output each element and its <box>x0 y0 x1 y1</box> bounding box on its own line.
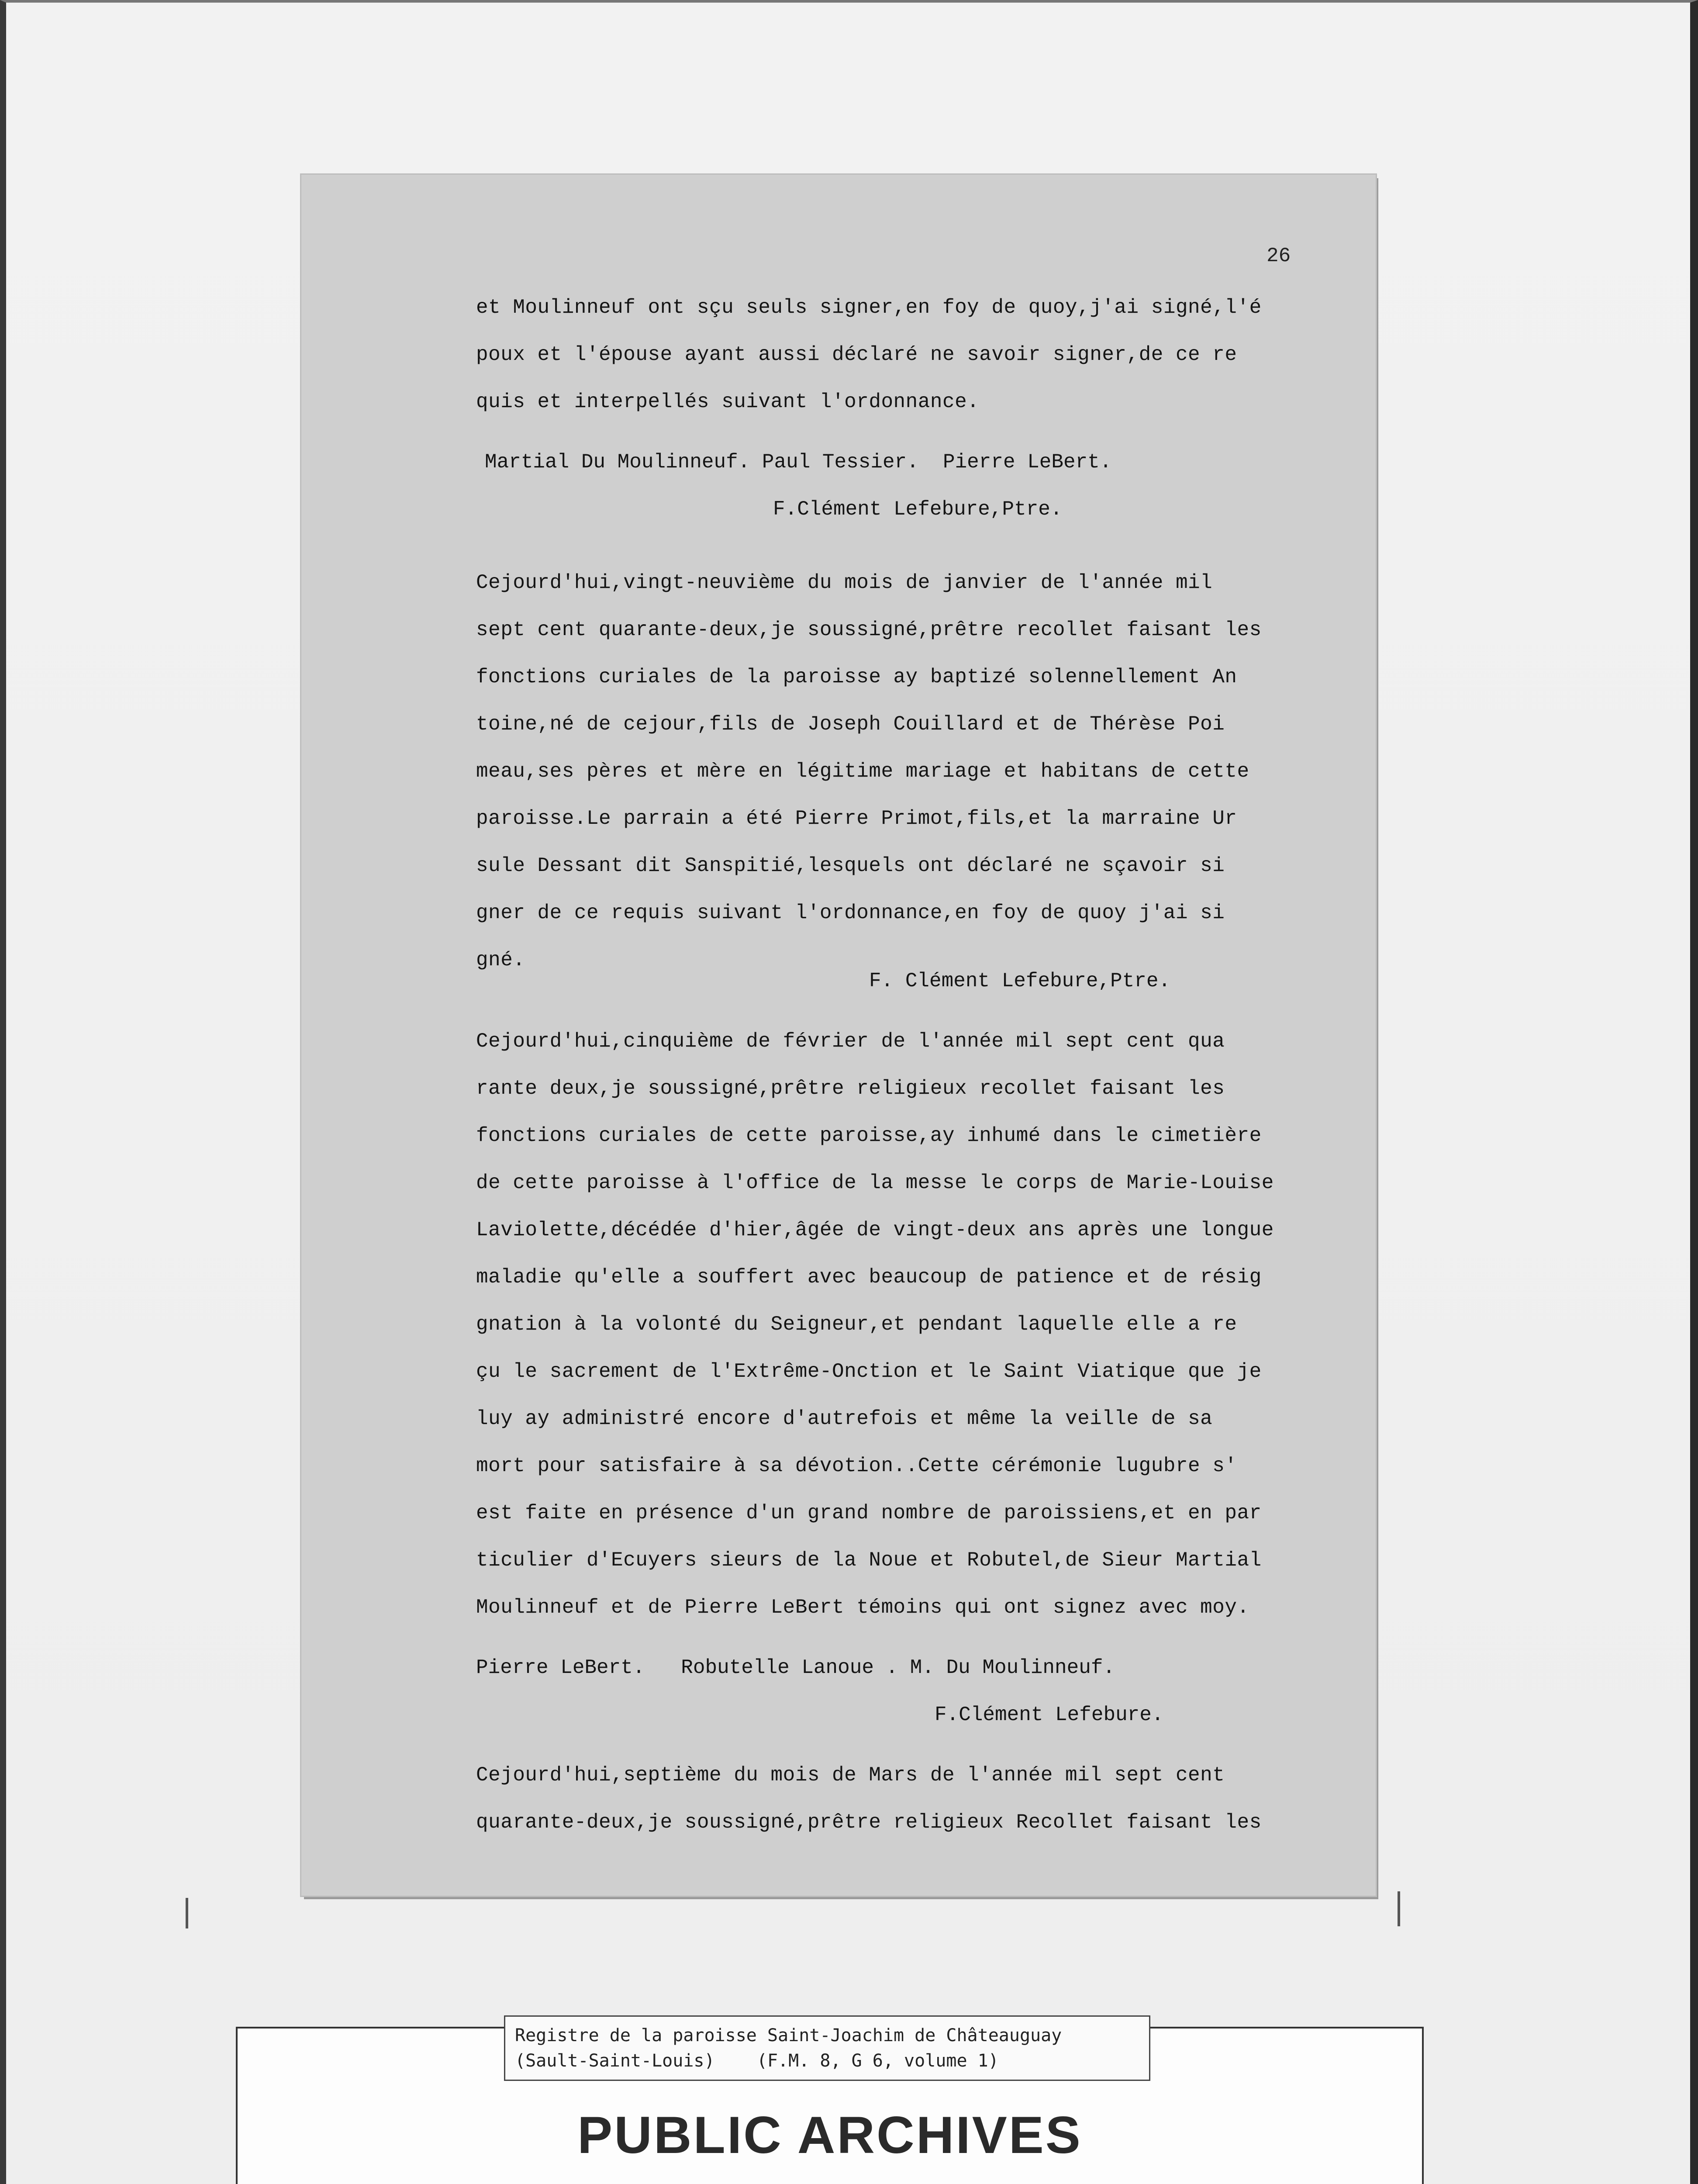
text-line: est faite en présence d'un grand nombre de paroissiens,et en par <box>476 1502 1262 1524</box>
archives-label <box>236 2027 1424 2184</box>
text-line: gner de ce requis suivant l'ordonnance,en foy de quoy j'ai si <box>476 902 1225 924</box>
text-line: Laviolette,décédée d'hier,âgée de vingt-deux ans après une longue <box>476 1219 1274 1241</box>
text-line: maladie qu'elle a souffert avec beaucoup de patience et de résig <box>476 1266 1262 1289</box>
text-line: rante deux,je soussigné,prêtre religieux recollet faisant les <box>476 1077 1225 1100</box>
text-line: fonctions curiales de cette paroisse,ay inhumé dans le cimetière <box>476 1124 1262 1147</box>
text-line: gnation à la volonté du Seigneur,et pendant laquelle elle a re <box>476 1313 1237 1336</box>
page-number: 26 <box>1267 245 1291 267</box>
entry-continuation <box>476 284 1349 425</box>
text-line: toine,né de cejour,fils de Joseph Couillard et de Thérèse Poi <box>476 713 1225 736</box>
signature-block-1 <box>476 439 1349 533</box>
signature-block-3 <box>476 1644 1349 1738</box>
text-line: poux et l'épouse ayant aussi déclaré ne savoir signer,de ce re <box>476 343 1237 366</box>
entry-baptism <box>476 559 1349 984</box>
text-line: et Moulinneuf ont sçu seuls signer,en foy de quoy,j'ai signé,l'é <box>476 296 1262 319</box>
text-line: mort pour satisfaire à sa dévotion..Cette cérémonie lugubre s' <box>476 1455 1237 1477</box>
text-line: de cette paroisse à l'office de la messe le corps de Marie-Louise <box>476 1171 1274 1194</box>
entry-march <box>476 1752 1349 1846</box>
text-line: çu le sacrement de l'Extrême-Onction et le Saint Viatique que je <box>476 1360 1262 1383</box>
text-line: sept cent quarante-deux,je soussigné,prêtre recollet faisant les <box>476 619 1262 641</box>
entry-burial <box>476 1018 1349 1631</box>
text-line: fonctions curiales de la paroisse ay baptizé solennellement An <box>476 666 1237 688</box>
signature-line: F.Clément Lefebure,Ptre. <box>773 498 1063 521</box>
signature-line: Pierre LeBert. Robutelle Lanoue . M. Du Moulinneuf. <box>476 1656 1115 1679</box>
signature-line: Martial Du Moulinneuf. Paul Tessier. Pierre LeBert. <box>485 451 1112 473</box>
text-line: paroisse.Le parrain a été Pierre Primot,fils,et la marraine Ur <box>476 807 1237 830</box>
text-line: luy ay administré encore d'autrefois et même la veille de sa <box>476 1407 1213 1430</box>
signature-line: F.Clément Lefebure. <box>935 1704 1164 1726</box>
signature-block-2 <box>476 957 1349 1005</box>
text-line: Cejourd'hui,vingt-neuvième du mois de janvier de l'année mil <box>476 571 1213 594</box>
text-line: Cejourd'hui,septième du mois de Mars de l'année mil sept cent <box>476 1764 1225 1787</box>
text-line: quarante-deux,je soussigné,prêtre religieux Recollet faisant les <box>476 1811 1262 1834</box>
text-line: sule Dessant dit Sanspitié,lesquels ont déclaré ne sçavoir si <box>476 854 1225 877</box>
register-page <box>301 175 1376 1896</box>
source-reference-tag <box>504 2015 1150 2081</box>
text-line: ticulier d'Ecuyers sieurs de la Noue et Robutel,de Sieur Martial <box>476 1549 1262 1572</box>
text-line: Cejourd'hui,cinquième de février de l'année mil sept cent qua <box>476 1030 1225 1053</box>
source-title: Registre de la paroisse Saint-Joachim de Châteauguay <box>515 2025 1062 2046</box>
text-line: Moulinneuf et de Pierre LeBert témoins qui ont signez avec moy. <box>476 1596 1249 1619</box>
signature-line: F. Clément Lefebure,Ptre. <box>869 970 1171 992</box>
register-text <box>476 284 1349 1846</box>
source-reference: (Sault-Saint-Louis) (F.M. 8, G 6, volume 1) <box>515 2051 999 2071</box>
film-mark-bottom-right <box>1398 1891 1400 1926</box>
film-mark-bottom-left <box>186 1898 188 1928</box>
text-line: gné. <box>476 949 525 971</box>
archives-title-en: PUBLIC ARCHIVES <box>577 2106 1082 2164</box>
text-line: meau,ses pères et mère en légitime mariage et habitans de cette <box>476 760 1249 783</box>
text-line: quis et interpellés suivant l'ordonnance. <box>476 390 980 413</box>
